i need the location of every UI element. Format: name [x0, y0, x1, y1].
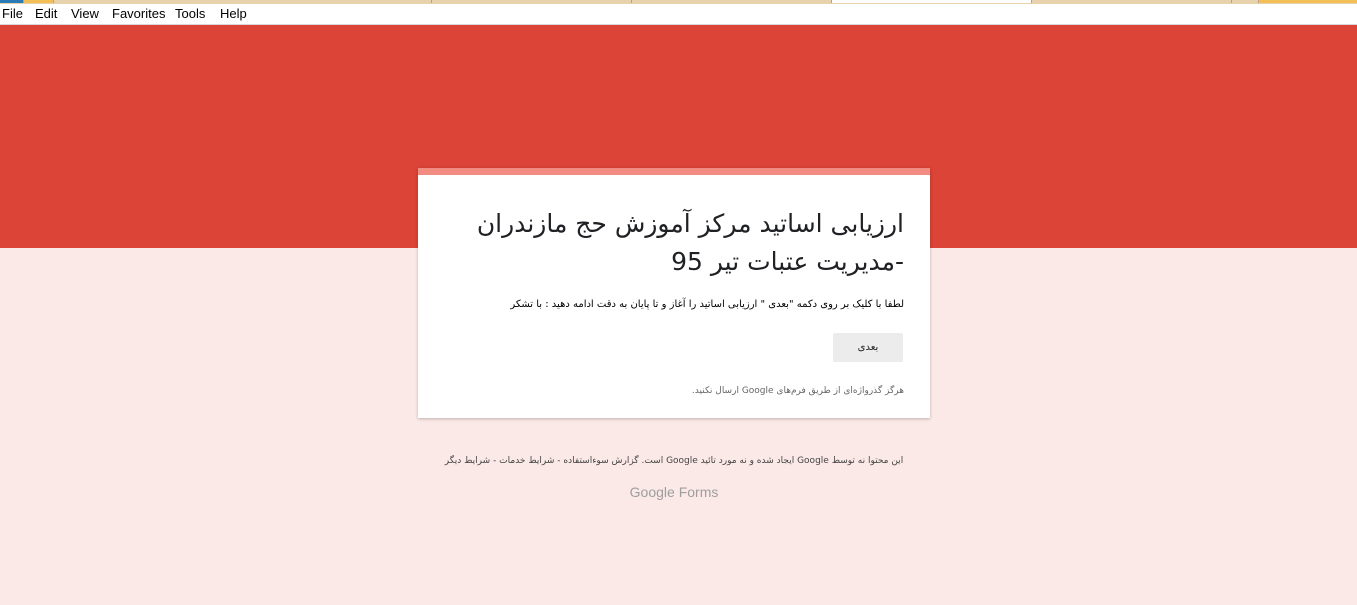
footer-separator: - [557, 456, 561, 466]
menu-tools[interactable]: Tools [175, 6, 206, 21]
tab-segment[interactable] [1232, 0, 1259, 3]
other-terms-link[interactable]: شرایط دیگر [444, 456, 491, 466]
menu-view[interactable]: View [71, 6, 99, 21]
logo-google-text: Google [629, 484, 675, 500]
tab-segment[interactable] [632, 0, 832, 3]
tab-segment[interactable] [1032, 0, 1232, 3]
footer-separator: - [493, 456, 497, 466]
password-warning: هرگز گذرواژه‌ای از طریق فرم‌های Google ارسال نکنید. [691, 386, 904, 396]
tab-segment-active[interactable] [832, 0, 1032, 3]
google-forms-logo[interactable] [418, 484, 930, 500]
tab-segment[interactable] [54, 0, 432, 3]
report-abuse-link[interactable]: گزارش سوءاستفاده [563, 456, 639, 466]
footer-disclaimer: این محتوا نه توسط Google ایجاد شده و نه مورد تائید Google است. [641, 456, 904, 466]
tab-segment[interactable] [432, 0, 632, 3]
terms-link[interactable]: شرایط خدمات [499, 456, 555, 466]
form-title: ارزیابی اساتید مرکز آموزش حج مازندران -مدیریت عتبات تیر 95 [476, 209, 904, 276]
menu-file[interactable]: File [2, 6, 23, 21]
footer-disclaimer-line [418, 456, 930, 466]
next-button[interactable]: بعدی [833, 333, 903, 362]
form-card [418, 168, 930, 418]
menu-favorites[interactable]: Favorites [112, 6, 166, 21]
menu-help[interactable]: Help [220, 6, 247, 21]
menu-bar [0, 4, 1357, 25]
form-description: لطفا با کلیک بر روی دکمه "بعدی " ارزیابی اساتید را آغاز و تا پایان به دقت ادامه دهید : با تشکر [510, 299, 904, 310]
tab-segment[interactable] [1259, 0, 1357, 3]
logo-forms-text: Forms [678, 484, 719, 500]
menu-edit[interactable]: Edit [35, 6, 58, 21]
tab-segment[interactable] [0, 0, 24, 3]
tab-segment[interactable] [24, 0, 54, 3]
